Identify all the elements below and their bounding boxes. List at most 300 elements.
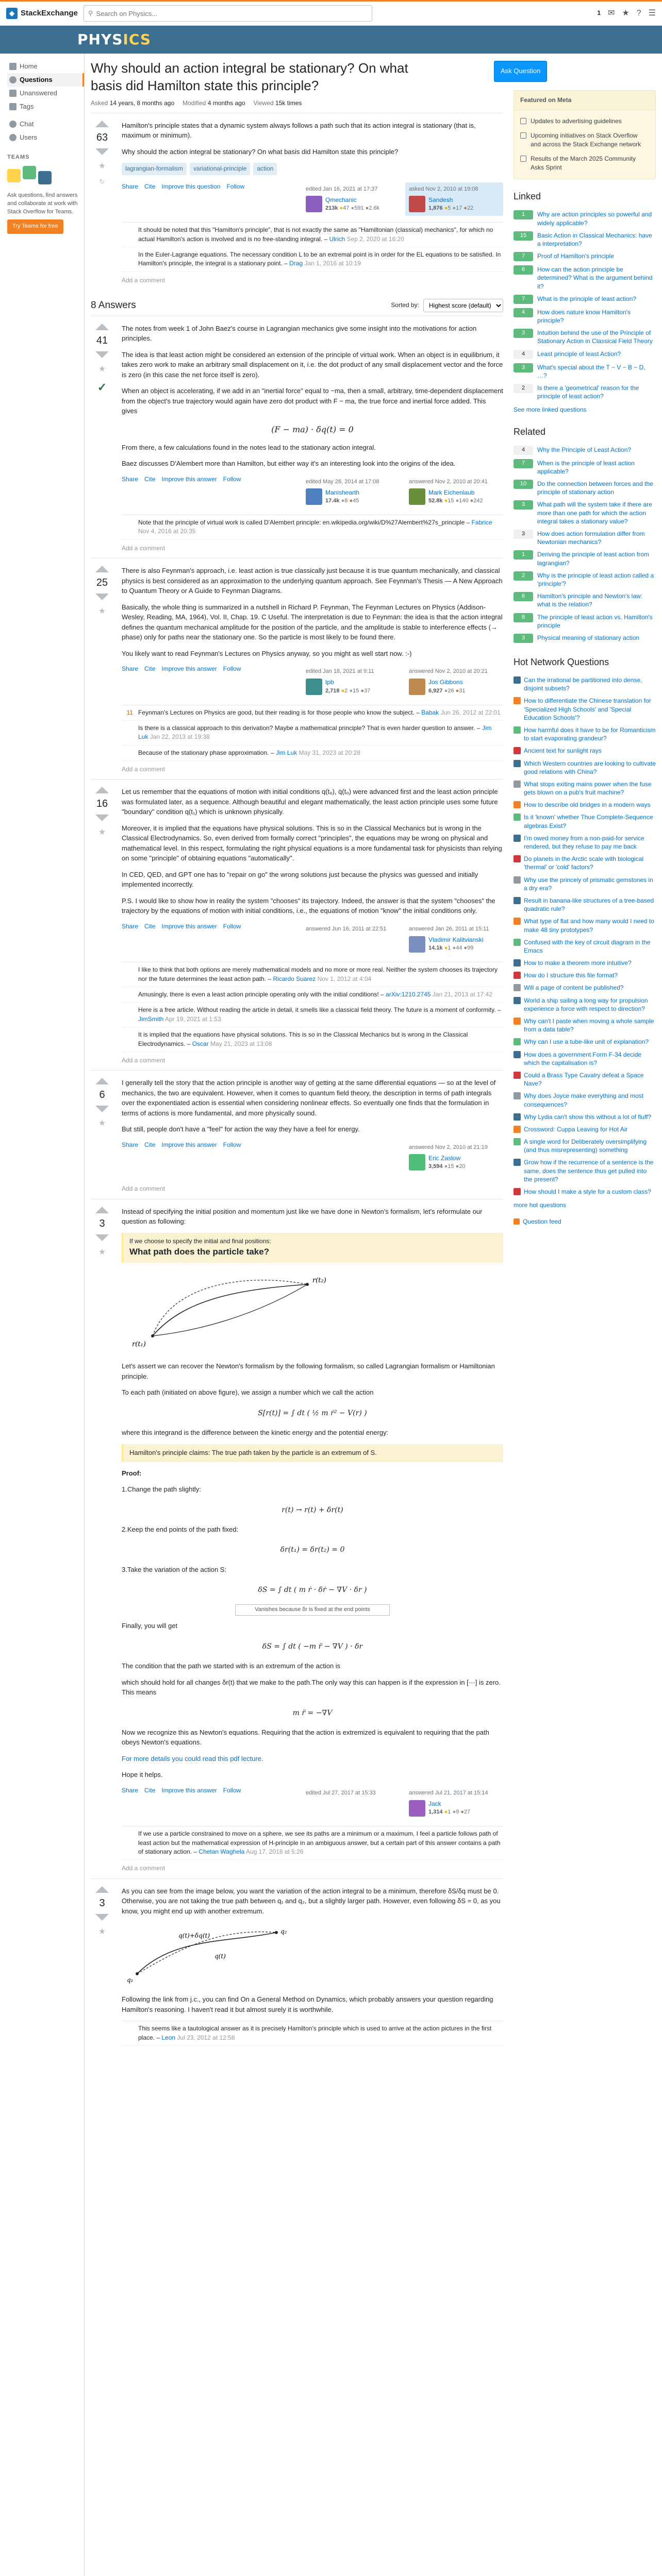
cite-link[interactable]: Cite	[144, 922, 156, 930]
editor-signature: edited May 26, 2014 at 17:08 Manishearth 17.4k ●8 ●45	[302, 475, 400, 509]
answer-paragraph: P.S. I would like to show how in reality the system "chooses" its trajectory. Indeed, the answer is that the system "chooses" the trajectory by the equations of motion with initial conditions, i.e., the equations of motion "know" the initial conditions only.	[122, 896, 495, 915]
formula: S[r(t)] = ∫ dt ( ½ m ṙ² − V(r) )	[258, 1409, 367, 1417]
site-favicon-icon	[514, 997, 521, 1004]
upvote-icon[interactable]	[95, 324, 109, 330]
answer-2	[91, 558, 503, 779]
follow-link[interactable]: Follow	[223, 1141, 241, 1148]
answer-paragraph: Moreover, it is implied that the equations have physical solutions. This is so in the Classical Mechanics but is wrong in the Classical Electrodynamics. So, even derived from formally correct "principles", the equations may be wrong on physical and mathematical level. In this respect, formulating the right physical equations is a more fundamental task for physicists than relying on some "principle" of obtaining equations "automatically".	[122, 824, 502, 862]
downvote-icon[interactable]	[95, 351, 109, 358]
users-icon	[9, 134, 16, 141]
bookmark-icon[interactable]: ★	[98, 828, 106, 837]
hot-question-link[interactable]: How harmful does it have to be for Romanticism to start evaporating grandeur?	[524, 726, 656, 742]
question-title[interactable]: Why should an action integral be stationary? On what basis did Hamilton state this principle?	[91, 60, 408, 93]
answer-paragraph: Following the link from j.c., you can find On a General Method on Dynamics, which probably answers your question regarding Hamilton's reasoning. I haven't read it but almost surely it is worthwhile.	[122, 1995, 493, 2013]
related-item[interactable]: 8 The principle of least action vs. Hamilton's principle	[514, 611, 656, 632]
hot-question-item[interactable]	[514, 694, 656, 724]
linked-item[interactable]: 4 Least principle of least Action?	[514, 348, 656, 361]
avatar[interactable]	[409, 1800, 425, 1817]
follow-link[interactable]: Follow	[223, 665, 241, 673]
point-label: r(t₂)	[312, 1276, 326, 1284]
share-link[interactable]: Share	[122, 1141, 139, 1148]
linked-item[interactable]: 7 Proof of Hamilton's principle	[514, 250, 656, 263]
answer-paragraph: Instead of specifying the initial position and momentum just like we have done in Newton's formalism, let's reformulate our question as following:	[122, 1207, 483, 1226]
hot-question-item[interactable]	[514, 853, 656, 873]
edit-timestamp: answered Jun 16, 2011 at 22:51	[306, 925, 387, 932]
path-figure	[122, 1269, 503, 1354]
globe-icon	[9, 76, 16, 83]
ask-question-button[interactable]: Ask Question	[494, 61, 547, 82]
follow-link[interactable]: Follow	[223, 922, 241, 930]
formula: δS = ∫ dt ( m ṙ · δṙ − ∇V · δr )	[258, 1586, 367, 1595]
hot-question-item[interactable]	[514, 969, 656, 981]
downvote-icon[interactable]	[95, 1914, 109, 1921]
comment: If we use a particle constrained to move on a sphere, we see its paths are a minimum or a maximum. I feel a particle follows path of least action but the mathematical expression of H-principle in an ambiguous answer, but a certain part of this answer contains a path of stationary action. – Chetan Waghela Aug 17, 2018 at 5:26	[122, 1826, 503, 1860]
answer-paragraph: 2.Keep the end points of the path fixed:	[122, 1525, 239, 1533]
hot-question-item[interactable]	[514, 1069, 656, 1090]
hot-question-link[interactable]: Why can't I paste when moving a whole sample from a data table?	[524, 1018, 654, 1033]
site-favicon-icon	[514, 726, 521, 734]
add-comment-link[interactable]: Add a comment	[122, 1865, 166, 1872]
share-link[interactable]: Share	[122, 922, 139, 930]
hot-question-link[interactable]: Why Lydia can't show this without a lot of fluff?	[524, 1113, 652, 1121]
hot-question-item[interactable]	[514, 1185, 656, 1198]
site-favicon-icon	[514, 1159, 521, 1166]
nav-chat[interactable]: Chat	[7, 117, 84, 131]
upvote-icon[interactable]	[95, 566, 109, 572]
comment: This seems like a tautological answer as it is precisely Hamilton's principle which is used to arrive at the action pictures in the first place. – Leon Jul 23, 2012 at 12:58	[122, 2021, 503, 2046]
share-link[interactable]: Share	[122, 475, 139, 483]
hot-question-link[interactable]: How to describe old bridges in a modern ways	[524, 801, 651, 809]
add-comment-link[interactable]: Add a comment	[122, 1056, 166, 1064]
site-favicon-icon	[514, 918, 521, 925]
featured-on-meta	[514, 90, 656, 179]
comment: Amusingly, there is even a least action principle operating only with the initial conditions! – arXiv:1210.2745 Jan 21, 2013 at 17:42	[122, 987, 503, 1003]
hot-question-link[interactable]: Why does Joyce make everything and most consequences?	[524, 1092, 644, 1108]
answer-paragraph: As you can see from the image below, you want the variation of the action integral to be a minimum, therefore δS/δq must be 0. Otherwise, you are not taking the true path between q₁ and q₂, but a slightly larger path. However, even following δS = 0, as you know, you might end up with another extremum.	[122, 1887, 501, 1915]
cite-link[interactable]: Cite	[144, 1786, 156, 1794]
hot-question-link[interactable]: Ancient text for sunlight rays	[524, 747, 602, 755]
site-favicon-icon	[514, 1072, 521, 1079]
hot-question-link[interactable]: Can the irrational be partitioned into dense, disjoint subsets?	[524, 676, 642, 692]
hot-network-list	[514, 674, 656, 1198]
rss-icon	[514, 1218, 520, 1225]
avatar[interactable]	[306, 679, 322, 695]
formula: δS = ∫ dt ( −m r̈ − ∇V ) · δr	[262, 1642, 363, 1651]
more-hot-questions-link[interactable]: more hot questions	[514, 1201, 567, 1209]
bookmark-icon[interactable]: ★	[98, 1927, 106, 1936]
hot-question-link[interactable]: Which Western countries are looking to cultivate good relations with China?	[524, 759, 656, 775]
answer-paragraph: When an object is accelerating, if we add in an "inertial force" equal to −ma, then a small, arbitrary, time-dependent displacement from the object's true trajectory would again have zero dot product with F − ma, the true force and inertial force added. This gives	[122, 387, 503, 415]
site-favicon-icon	[514, 876, 521, 884]
asker-signature: asked Nov 2, 2010 at 19:08 Sandesh 1,876 ●5 ●17 ●22	[405, 182, 503, 216]
comment: I like to think that both options are merely mathematical models and no more or more real. Neither the system chooses its trajectory nor the future determines the least action path. – Ricardo Suarez Nov 1, 2012 at 4:04	[122, 962, 503, 987]
hot-network-title: Hot Network Questions	[514, 656, 609, 667]
site-header	[0, 26, 662, 54]
avatar[interactable]	[409, 196, 425, 212]
tag-variational-principle[interactable]: variational-principle	[190, 163, 250, 175]
hot-question-link[interactable]: What stops exiting mains power when the fuse gets blown on a pub's fruit machine?	[524, 780, 652, 796]
hot-question-item[interactable]	[514, 1111, 656, 1123]
avatar[interactable]	[306, 196, 322, 212]
answer-paragraph: There is also Feynman's approach, i.e. least action is true classically just because it is true quantum mechanically, and classical physics is best considered as an approximation to the underlying quantum approach. See Feynman's Thesis — A New Approach to Quantum Theory or A Guide to Feynman Diagrams.	[122, 567, 503, 595]
downvote-icon[interactable]	[95, 148, 109, 155]
answer-1	[91, 316, 503, 558]
hot-question-link[interactable]: Why use the princely of prismatic gemstones in a dry era?	[524, 876, 653, 892]
hot-question-link[interactable]: How should I make a style for a custom class?	[524, 1188, 651, 1196]
answer-score: 16	[96, 798, 108, 810]
formula: δr(t₁) = δr(t₂) = 0	[280, 1546, 345, 1554]
comment: It should be noted that this "Hamilton's principle", that is not exactly the same as "Hamiltonian (classical) mechanics", for which no actual Hamilton's action is involved and is no free-standing integral. – Ulrich Sep 2, 2020 at 16:20	[122, 223, 503, 247]
linked-list	[514, 208, 656, 414]
site-favicon-icon	[514, 959, 521, 967]
answer-paragraph: Now we recognize this as Newton's equations. Requiring that the action is extremized is equivalent to requiring that the path obeys Newton's equations.	[122, 1728, 489, 1747]
site-favicon-icon	[514, 972, 521, 979]
hot-question-item[interactable]	[514, 1136, 656, 1156]
unanswered-icon	[9, 90, 16, 97]
hot-question-item[interactable]	[514, 936, 656, 957]
answer-paragraph: I generally tell the story that the action principle is another way of getting at the same differential equations — so at the level of mechanics, the two are equivalent. However, when it comes to quantum field theory, the description in terms of path integrals over the exponentiated action is essential when considering nonlinear effects. So eventually one finds that the formulation in terms of actions is more fundamental, and more physically sound.	[122, 1079, 496, 1117]
answer-paragraph: where this integrand is the difference between the kinetic energy and the potential energy:	[122, 1429, 389, 1437]
variation-figure-svg	[122, 1922, 307, 1984]
hot-question-link[interactable]: Will a page of content be published?	[524, 984, 624, 992]
search-input[interactable]	[96, 10, 368, 18]
answers-count: 8 Answers	[91, 300, 136, 311]
user-reputation[interactable]: 1	[597, 9, 601, 17]
meta-item[interactable]: Results of the March 2025 Community Asks Sprint	[520, 152, 649, 175]
hot-question-item[interactable]	[514, 1036, 656, 1048]
answer-6	[91, 1878, 503, 2052]
cite-link[interactable]: Cite	[144, 182, 156, 190]
answer-paragraph: which should hold for all changes δr(t) that we make to the path.The only way this can happen is if the expression in [···] is zero. This means	[122, 1678, 501, 1697]
answerer-signature: answered Nov 2, 2010 at 20:21 Jos Gibbons 6,927 ●26 ●31	[405, 665, 503, 698]
answer-paragraph: Finally, you will get	[122, 1622, 178, 1630]
answer-paragraph: In CED, QED, and GPT one has to "repair on go" the wrong solutions just because the physics was guessed and initially implemented incorrectly.	[122, 870, 478, 889]
tag-action[interactable]: action	[253, 163, 277, 175]
hot-question-item[interactable]	[514, 778, 656, 799]
formula: (F − ma) · δq(t) = 0	[271, 424, 354, 434]
related-item[interactable]: 1 Deriving the principle of least action from lagrangian?	[514, 548, 656, 569]
editor-signature: edited Jan 16, 2021 at 17:37 Qmechanic 213k ●47 ●591 ●2.6k	[302, 182, 400, 216]
hot-question-link[interactable]: Do planets in the Arctic scale with biological 'thermal' or 'cold' factors?	[524, 855, 644, 871]
hot-question-item[interactable]	[514, 994, 656, 1015]
linked-title: Linked	[514, 191, 541, 202]
site-favicon-icon	[514, 814, 521, 821]
follow-link[interactable]: Follow	[223, 475, 241, 483]
related-item[interactable]: 10 Do the connection between forces and the principle of stationary action	[514, 478, 656, 498]
related-item[interactable]: 3 How does action formulation differ from Newtonian mechanics?	[514, 528, 656, 548]
answer-paragraph: The condition that the path we started with is an extremum of the action is	[122, 1662, 341, 1670]
site-logo[interactable]: PHYSICS	[77, 30, 152, 48]
answerer-signature: answered Nov 2, 2010 at 21:19 Eric Zaslow 3,594 ●15 ●20	[405, 1141, 503, 1174]
upvote-icon[interactable]	[95, 787, 109, 793]
see-more-linked-link[interactable]: See more linked questions	[514, 406, 587, 414]
answer-paragraph: From there, a few calculations found in the notes lead to the stationary action integral.	[122, 443, 376, 451]
right-sidebar	[514, 90, 656, 1226]
linked-item[interactable]: 15 Basic Action in Classical Mechanics: have a interpretation?	[514, 229, 656, 250]
site-favicon-icon	[514, 1018, 521, 1025]
related-list	[514, 444, 656, 645]
site-favicon-icon	[514, 1038, 521, 1045]
hot-question-item[interactable]	[514, 1090, 656, 1110]
cite-link[interactable]: Cite	[144, 475, 156, 483]
question-body-p2: Why should the action integral be stationary? On what basis did Hamilton state this principle?	[122, 147, 399, 156]
home-icon	[9, 63, 16, 70]
answers-header	[91, 298, 503, 316]
answer-3	[91, 779, 503, 1070]
downvote-icon[interactable]	[95, 1234, 109, 1241]
linked-item[interactable]: 3 Intuition behind the use of the Principle of Stationary Action in Classical Field Theory	[514, 327, 656, 347]
hot-question-item[interactable]	[514, 957, 656, 969]
bookmark-icon[interactable]: ★	[98, 161, 106, 171]
nav-questions[interactable]: Questions	[7, 73, 84, 87]
edit-timestamp: edited Jul 27, 2017 at 15:33	[306, 1789, 376, 1796]
stackexchange-logo[interactable]: ◆ StackExchange	[6, 8, 78, 19]
hot-question-link[interactable]: I'm owed money from a non-paid-for service rendered, but they refuse to pay me back	[524, 834, 644, 851]
hot-question-link[interactable]: World a ship sailing a long way for propulsion experience a force with respect to direction?	[524, 996, 648, 1012]
hot-question-link[interactable]: What type of flat and how many would I need to make 48 tiny prototypes?	[524, 918, 654, 934]
point-label: r(t₁)	[132, 1340, 146, 1348]
answer-paragraph: 1.Change the path slightly:	[122, 1485, 201, 1494]
achievements-icon[interactable]: ★	[622, 9, 630, 18]
upvote-icon[interactable]	[95, 1207, 109, 1213]
history-icon[interactable]: ↻	[99, 178, 105, 186]
site-favicon-icon	[514, 897, 521, 904]
related-item[interactable]: 2 Why is the principle of least action called a 'principle'?	[514, 569, 656, 590]
comment: Because of the stationary phase approximation. – Jim Luk May 31, 2023 at 20:28	[122, 745, 503, 761]
site-favicon-icon	[514, 801, 521, 808]
comment: Here is a free article. Without reading the article in detail, it smells like a classical field theory. The future is a moment of conformity. – JimSmith Apr 19, 2021 at 1:53	[122, 1003, 503, 1027]
site-favicon-icon	[514, 939, 521, 946]
answer-paragraph: The notes from week 1 of John Baez's course in Lagrangian mechanics give some insight into the motivations for action principles.	[122, 324, 477, 343]
left-sidebar	[0, 54, 85, 2576]
site-switcher-icon[interactable]: ☰	[648, 9, 656, 18]
hot-question-link[interactable]: Why can I use a tube-like unit of explanation?	[524, 1038, 649, 1046]
cite-link[interactable]: Cite	[144, 1141, 156, 1148]
follow-link[interactable]: Follow	[226, 182, 245, 190]
site-favicon-icon	[514, 781, 521, 788]
hot-question-item[interactable]	[514, 832, 656, 853]
linked-item[interactable]: 7 What is the principle of least action?	[514, 293, 656, 306]
blockquote: If we choose to specify the initial and final positions: What path does the particle take?	[122, 1233, 503, 1263]
point-label: q₂	[280, 1928, 287, 1936]
share-link[interactable]: Share	[122, 1786, 139, 1794]
add-comment-link[interactable]: Add a comment	[122, 1185, 166, 1193]
upvote-icon[interactable]	[95, 1078, 109, 1084]
annotation: Vanishes because δr is fixed at the end points	[235, 1604, 390, 1616]
answer-paragraph: The idea is that least action might be considered an extension of the principle of virtual work. When an object is in equilibrium, it takes zero work to make an arbitrary small displacement on it, i.e. the dot product of any small displacement vector and the force is zero (in this case the net force itself is zero).	[122, 350, 503, 379]
share-link[interactable]: Share	[122, 665, 139, 673]
improve-link[interactable]: Improve this answer	[161, 665, 217, 673]
related-item[interactable]: 3 Physical meaning of stationary action	[514, 632, 656, 645]
site-favicon-icon	[514, 1188, 521, 1195]
tag-lagrangian-formalism[interactable]: lagrangian-formalism	[122, 163, 187, 175]
site-favicon-icon	[514, 855, 521, 862]
site-favicon-icon	[514, 1126, 521, 1133]
improve-link[interactable]: Improve this question	[161, 182, 221, 190]
meta-item[interactable]: Updates to advertising guidelines	[520, 114, 649, 128]
hot-question-link[interactable]: Confused with the key of circuit diagram in the Emacs	[524, 938, 651, 954]
downvote-icon[interactable]	[95, 815, 109, 821]
nav-unanswered[interactable]: Unanswered	[7, 87, 84, 100]
path-figure-svg	[122, 1269, 390, 1351]
comment: Note that the principle of virtual work is called D'Alembert principle: en.wikipedia.org/wiki/D%27Alembert%27s_principle – Fabrice Nov 4, 2016 at 20:35	[122, 515, 503, 540]
teams-label: TEAMS	[7, 154, 30, 160]
answer-4	[91, 1070, 503, 1198]
avatar[interactable]	[409, 1154, 425, 1171]
hot-question-item[interactable]	[514, 981, 656, 994]
nav-home[interactable]: Home	[7, 60, 84, 73]
linked-item[interactable]: 6 How can the action principle be determined? What is the argument behind it?	[514, 263, 656, 293]
answer-5	[91, 1199, 503, 1878]
related-item[interactable]: 3 What path will the system take if there are more than one path for which the action integral takes a stationary value?	[514, 498, 656, 528]
accepted-check-icon: ✓	[97, 380, 107, 394]
hot-question-item[interactable]	[514, 1123, 656, 1136]
comment: It is implied that the equations have physical solutions. This is so in the Classical Mechanics but is wrong in the Classical Electrodynamics. – Oscar May 21, 2023 at 13:08	[122, 1027, 503, 1052]
bookmark-icon[interactable]: ★	[98, 364, 106, 374]
comment: 11 Feynman's Lectures on Physics are good, but their reading is for those people who know the subject. – Babak Jun 26, 2012 at 22:01	[122, 705, 503, 721]
answerer-signature: answered Jul 21, 2017 at 15:14 Jack 1,314 ●1 ●9 ●27	[405, 1786, 503, 1820]
main-content	[91, 54, 503, 2052]
teams-promo	[7, 166, 78, 234]
follow-link[interactable]: Follow	[223, 1786, 241, 1794]
hot-question-item[interactable]	[514, 1156, 656, 1185]
linked-item[interactable]: 4 How does nature know Hamilton's principle?	[514, 306, 656, 327]
hot-question-link[interactable]: Result in banana-like structures of a tree-based quadratic rule?	[524, 896, 654, 913]
bookmark-icon[interactable]: ★	[98, 607, 106, 616]
related-item[interactable]: 6 Hamilton's principle and Newton's law: what is the relation?	[514, 590, 656, 611]
improve-link[interactable]: Improve this answer	[161, 475, 217, 483]
avatar[interactable]	[409, 488, 425, 505]
chat-icon	[9, 121, 16, 128]
answer-paragraph: 3.Take the variation of the action S:	[122, 1565, 227, 1573]
answerer-signature: answered Jan 26, 2011 at 15:11 Vladimir Kalitvianski 14.1k ●1 ●44 ●99	[405, 922, 503, 956]
add-comment-link[interactable]: Add a comment	[122, 276, 166, 284]
related-title: Related	[514, 426, 546, 437]
improve-link[interactable]: Improve this answer	[161, 1141, 217, 1148]
question-feed-link[interactable]: Question feed	[514, 1217, 656, 1226]
avatar[interactable]	[409, 936, 425, 953]
share-link[interactable]: Share	[122, 182, 139, 190]
tag-icon	[9, 103, 16, 110]
question-meta: Asked 14 years, 8 months ago Modified 4 months ago Viewed 15k times	[91, 99, 503, 113]
sort-select[interactable]	[423, 299, 503, 312]
answer-paragraph: Basically, the whole thing is summarized in a nutshell in Richard P. Feynman, The Feynman Lectures on Physics (Addison-Wesley, Reading, MA, 1964), Vol. II, Chap. 19. C Useful. The interpretation is due to Feynman: the idea is that the action integral defines the quantum mechanical amplitude for the position of the particle, and the amplitude is stable to interference effects (→ phase) only for paths near the stationary one. So the particle is most likely to be found there.	[122, 603, 503, 641]
hot-question-item[interactable]	[514, 724, 656, 744]
meta-title: Featured on Meta	[514, 91, 655, 110]
improve-link[interactable]: Improve this answer	[161, 922, 217, 930]
inbox-icon[interactable]: ✉	[608, 9, 615, 18]
downvote-icon[interactable]	[95, 594, 109, 600]
cite-link[interactable]: Cite	[144, 665, 156, 673]
bookmark-icon[interactable]: ★	[98, 1119, 106, 1128]
nav-users[interactable]: Users	[7, 131, 84, 144]
bookmark-icon[interactable]: ★	[98, 1247, 106, 1257]
avatar[interactable]	[409, 679, 425, 695]
hot-question-item[interactable]	[514, 744, 656, 757]
teams-button[interactable]: Try Teams for free	[7, 219, 63, 234]
meta-post-icon	[520, 156, 526, 162]
meta-post-icon	[520, 118, 526, 124]
hot-question-item[interactable]	[514, 1048, 656, 1069]
upvote-icon[interactable]	[95, 1886, 109, 1893]
meta-item[interactable]: Upcoming initiatives on Stack Overflow and across the Stack Exchange network	[520, 129, 649, 152]
site-favicon-icon	[514, 676, 521, 684]
site-favicon-icon	[514, 984, 521, 991]
formula: m r̈ = −∇V	[292, 1708, 333, 1717]
hot-question-link[interactable]: Crossword: Cuppa Leaving for Hot Air	[524, 1125, 628, 1133]
linked-item[interactable]: 2 Is there a 'geometrical' reason for the principle of least action?	[514, 382, 656, 402]
hot-question-item[interactable]	[514, 874, 656, 894]
answer-score: 41	[96, 334, 108, 346]
answer-paragraph: Baez discusses D'Alembert more than Hamilton, but either way it's an interesting look into the origins of the idea.	[122, 460, 456, 468]
teams-illustration	[7, 166, 78, 189]
site-favicon-icon	[514, 1092, 521, 1099]
answer-score: 25	[96, 577, 108, 589]
site-favicon-icon	[514, 747, 521, 754]
top-bar	[0, 0, 662, 26]
hot-question-link[interactable]: Grow how if the recurrence of a sentence is the same, does the sentence thus get pulled into the present?	[524, 1159, 654, 1183]
hot-question-link[interactable]: How to make a theorem more intuitive?	[524, 959, 632, 967]
hot-question-item[interactable]	[514, 799, 656, 811]
answer-score: 3	[99, 1897, 105, 1909]
hot-question-item[interactable]	[514, 1015, 656, 1036]
hot-question-link[interactable]: A single word for Deliberately oversimplifying (and thus misrepresenting) something	[524, 1138, 647, 1154]
question-body-p1: Hamilton's principle states that a dynamic system always follows a path such that its action integral is stationary (that is, maximum or minimum).	[122, 121, 476, 140]
downvote-icon[interactable]	[95, 1106, 109, 1112]
search-icon: ⚲	[88, 9, 93, 17]
related-item[interactable]: 4 Why the Principle of Least Action?	[514, 444, 656, 457]
help-icon[interactable]: ?	[636, 9, 641, 18]
upvote-icon[interactable]	[95, 121, 109, 127]
answer-paragraph: Proof:	[122, 1469, 142, 1477]
site-favicon-icon	[514, 697, 521, 704]
hot-question-item[interactable]	[514, 915, 656, 936]
hot-question-item[interactable]	[514, 811, 656, 832]
blockquote: Hamilton's principle claims: The true path taken by the particle is an extremum of S.	[122, 1444, 503, 1462]
search-box[interactable]	[84, 5, 372, 22]
variation-figure	[122, 1922, 503, 1987]
site-favicon-icon	[514, 760, 521, 767]
pdf-lecture-link[interactable]: For more details you could read this pdf lecture.	[122, 1754, 263, 1762]
point-label: q₁	[127, 1976, 134, 1984]
hot-question-link[interactable]: Could a Brass Type Cavalry defeat a Space Nave?	[524, 1071, 644, 1088]
answer-score: 3	[99, 1217, 105, 1229]
nav-tags[interactable]: Tags	[7, 100, 84, 113]
question-score: 63	[96, 131, 108, 143]
linked-item[interactable]: 3 What's special about the T − V − B − D, …?	[514, 361, 656, 382]
comment: Is there is a classical approach to this derivation? Maybe a mathematical principle? That is even harder question to answer. – Jim Luk Jan 22, 2013 at 19:38	[122, 721, 503, 745]
hot-question-item[interactable]	[514, 674, 656, 694]
comment: In the Euler-Lagrange equations. The necessary condition L to be an extremal point is in order for the EL equations to be satisfied. In Hamilton's principle, the integral is a stationary point. – Drag Jan 1, 2016 at 10:19	[122, 247, 503, 272]
add-comment-link[interactable]: Add a comment	[122, 766, 166, 773]
answer-paragraph: But still, people don't have a "feel" for action the way they have a feel for energy.	[122, 1125, 360, 1133]
formula: r(t) → r(t) + δr(t)	[282, 1505, 343, 1514]
curve-label: q(t)+δq(t)	[178, 1932, 210, 1940]
answer-paragraph: Hope it helps.	[122, 1771, 163, 1779]
hot-question-link[interactable]: How do I structure this file format?	[524, 972, 618, 979]
hot-question-link[interactable]: How to differentiate the Chinese translation for 'Specialized High Schools' and 'Special Education Schools'?	[524, 697, 651, 721]
avatar[interactable]	[306, 488, 322, 505]
hot-question-item[interactable]	[514, 894, 656, 915]
hot-question-link[interactable]: Is it 'known' whether Thue Complete-Sequence algebras Exist?	[524, 814, 653, 829]
improve-link[interactable]: Improve this answer	[161, 1786, 217, 1794]
hot-question-link[interactable]: How does a government Form F-34 decide which the capitalisation is?	[524, 1050, 642, 1066]
related-item[interactable]: 7 When is the principle of least action applicable?	[514, 457, 656, 478]
hot-question-item[interactable]	[514, 757, 656, 778]
answer-paragraph: Let us remember that the equations of motion with initial conditions q(t₀), q̇(t₀) were advanced first and the least action principle was formulated later, as a sequence. Although beautiful and elegant mathematically, the least action principle uses some future "boundary" condition q(t₁) which is unknown physically.	[122, 788, 498, 816]
add-comment-link[interactable]: Add a comment	[122, 544, 166, 552]
linked-item[interactable]: 1 Why are action principles so powerful and widely applicable?	[514, 208, 656, 229]
